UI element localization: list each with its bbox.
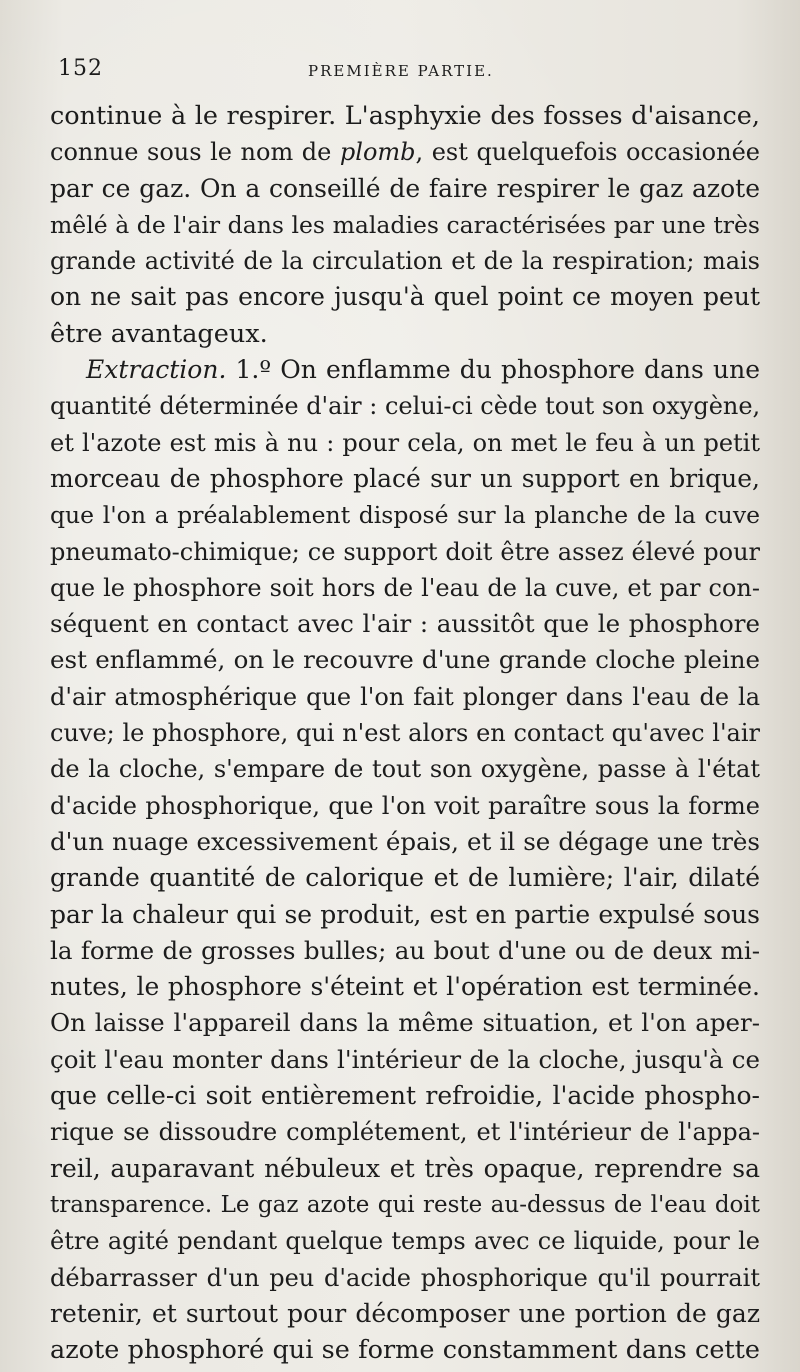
text-line: que le phosphore soit hors de l'eau de la cuve, et par con- (50, 573, 760, 602)
text-line: séquent en contact avec l'air : aussitôt que le phosphore (50, 609, 760, 639)
text-line: çoit l'eau monter dans l'intérieur de la cloche, jusqu'à ce (50, 1044, 760, 1074)
text-line: pneumato-chimique; ce support doit être assez élevé pour (50, 537, 760, 566)
text-line: la forme de grosses bulles; au bout d'une ou de deux mi- (50, 935, 760, 965)
text-line: d'air atmosphérique que l'on fait plonger dans l'eau de la (50, 682, 760, 711)
text-line: morceau de phosphore placé sur un support en brique, (50, 463, 760, 493)
running-head (58, 56, 758, 84)
text-line: transparence. Le gaz azote qui reste au-dessus de l'eau doit (50, 1191, 760, 1218)
text-line: retenir, et surtout pour décomposer une portion de gaz (50, 1298, 760, 1328)
text-line: être avantageux. (50, 318, 268, 349)
text-line (50, 134, 760, 170)
text-line (50, 352, 760, 388)
text-segment: connue sous le nom de (50, 138, 332, 167)
italic-term: plomb (339, 138, 416, 167)
text-line: reil, auparavant nébuleux et très opaque, reprendre sa (50, 1153, 760, 1183)
body-text (50, 98, 760, 1368)
section-heading: Extraction. (86, 355, 227, 385)
text-line: d'acide phosphorique, que l'on voit paraître sous la forme (50, 791, 760, 820)
text-line: On laisse l'appareil dans la même situation, et l'on aper- (50, 1008, 760, 1038)
page-number: 152 (58, 56, 103, 81)
text-line: azote phosphoré qui se forme constamment dans cette (50, 1335, 760, 1366)
text-line: être agité pendant quelque temps avec ce liquide, pour le (50, 1227, 760, 1256)
text-line: de la cloche, s'empare de tout son oxygène, passe à l'état (50, 755, 760, 784)
text-line: que celle-ci soit entièrement refroidie, l'acide phospho- (50, 1081, 760, 1111)
running-title: PREMIÈRE PARTIE. (308, 62, 494, 80)
text-line: on ne sait pas encore jusqu'à quel point ce moyen peut (50, 282, 760, 312)
text-line: d'un nuage excessivement épais, et il se dégage une très (50, 826, 760, 856)
text-line: débarrasser d'un peu d'acide phosphorique qu'il pourrait (50, 1263, 760, 1292)
text-line: grande quantité de calorique et de lumière; l'air, dilaté (50, 863, 760, 893)
text-line: continue à le respirer. L'asphyxie des fosses d'aisance, (50, 101, 760, 131)
text-line: cuve; le phosphore, qui n'est alors en contact qu'avec l'air (50, 719, 760, 748)
text-line: quantité déterminée d'air : celui-ci cède tout son oxygène, (50, 392, 760, 421)
text-segment: , est quelquefois occasionée (415, 138, 760, 167)
text-line: rique se dissoudre complétement, et l'intérieur de l'appa- (50, 1118, 760, 1147)
text-line: par la chaleur qui se produit, est en partie expulsé sous (50, 899, 760, 929)
text-line: mêlé à de l'air dans les maladies caractérisées par une très (50, 210, 760, 239)
text-line: et l'azote est mis à nu : pour cela, on met le feu à un petit (50, 428, 760, 457)
text-segment: 1.º On enflamme du phosphore dans une (235, 355, 760, 385)
text-line: est enflammé, on le recouvre d'une grande cloche pleine (50, 645, 760, 675)
text-line: grande activité de la circulation et de la respiration; mais (50, 247, 760, 276)
text-line: nutes, le phosphore s'éteint et l'opération est terminée. (50, 972, 760, 1002)
text-line: que l'on a préalablement disposé sur la planche de la cuve (50, 501, 760, 530)
text-line: par ce gaz. On a conseillé de faire respirer le gaz azote (50, 173, 760, 203)
